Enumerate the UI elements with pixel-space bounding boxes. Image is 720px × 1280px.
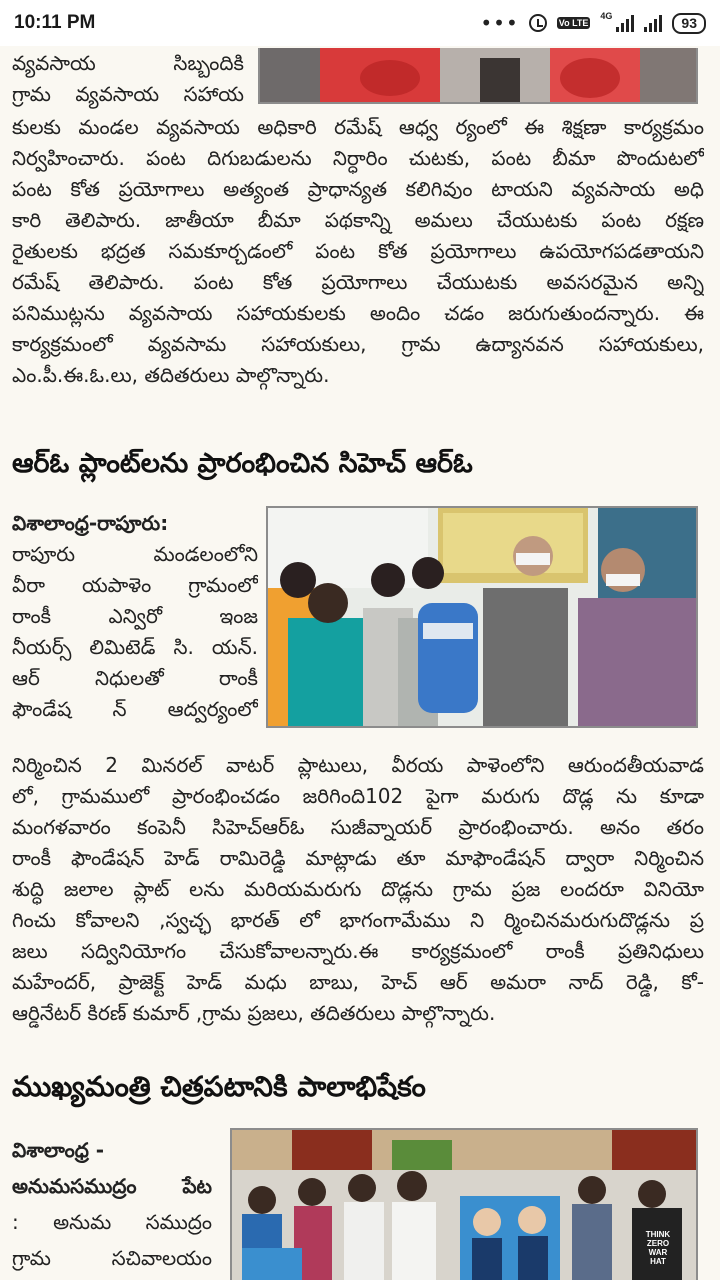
article3-headline: ముఖ్యమంత్రి చిత్రపటానికి పాలాభిషేకం	[12, 1070, 426, 1103]
article2-line: జలు సద్వినియోగం చేసుకోవాలన్నారు.ఈ కార్యక్రమంలో రాంకీ ప్రతినిధులు	[12, 939, 704, 963]
article1-side-text	[12, 48, 244, 110]
signal-icon-sim1	[616, 14, 634, 32]
article3-byline: అనుమసముద్రం పేట	[12, 1174, 212, 1198]
article2-line: రాంకీ ఫౌండేషన్ హెడ్ రామిరెడ్డి మాట్లాడు తూ మాఫౌండేషన్ ద్వారా నిర్మించిన	[12, 846, 704, 870]
network-type-label: 4G	[600, 11, 613, 21]
article3-poster-text	[634, 1230, 682, 1266]
article2-photo	[266, 506, 698, 728]
more-notifications-icon: •••	[480, 11, 519, 35]
article2-line: నిర్మించిన 2 మినరల్ వాటర్ ప్లాటులు, వీరయ పాళెంలోని ఆరుందతీయవాడ	[12, 753, 704, 777]
article2-side-text	[12, 508, 258, 725]
article3-side-text	[12, 1132, 212, 1276]
article2-body	[12, 750, 704, 1029]
article2-side-line: వీరా యపాళెం గ్రామంలో	[12, 573, 258, 597]
status-icons	[480, 11, 706, 35]
article1-side-line: వ్యవసాయ సిబ్బందికి	[12, 51, 244, 75]
article1-line: రైతులకు భద్రత సమకూర్చడంలో పంట కోత ప్రయోగాలు ఉపయోగపడతాయని	[12, 239, 704, 263]
article3-photo-scene	[232, 1130, 696, 1280]
article2-side-line: రాపూరు మండలంలోని	[12, 542, 258, 566]
article2-byline: విశాలాంధ్ర-రాపూరు:	[12, 511, 169, 535]
alarm-icon	[529, 14, 547, 32]
status-time: 10:11 PM	[14, 12, 96, 33]
article1-body	[12, 112, 704, 391]
poster-word: HAT	[650, 1257, 666, 1266]
article3-byline: విశాలాంధ్ర -	[12, 1138, 105, 1162]
article2-side-line: రాంకీ ఎన్విరో ఇంజ	[12, 604, 258, 628]
article1-line: కులకు మండల వ్యవసాయ అధికారి రమేష్ ఆధ్వ ర్యంలో ఈ శిక్షణా కార్యక్రమం	[12, 115, 704, 139]
article1-line: కారి తెలిపారు. జాతీయా బీమా పథకాన్ని అమలు చేయుటకు పంట రక్షణ	[12, 208, 704, 232]
battery-icon: 93	[672, 13, 706, 34]
article1-line: నిర్వహించారు. పంట దిగుబడులను నిర్ధారిం చుటకు, పంట బీమా పొందుటలో	[12, 146, 704, 170]
volte-icon: Vo LTE	[558, 18, 589, 28]
article1-line: ఎం.పీ.ఈ.ఓ.లు, తదితరులు పాల్గొన్నారు.	[12, 363, 330, 387]
article2-line: లో, గ్రామములో ప్రారంభించడం జరిగింది102 పైగా మరుగు దొడ్ల ను కూడా	[12, 784, 704, 808]
poster-word: WAR	[648, 1248, 668, 1257]
article2-headline: ఆర్ఓ ప్లాంట్‌లను ప్రారంభించిన సిహెచ్ ఆర్ఓ	[12, 448, 473, 479]
article2-side-line: ఆర్ నిధులతో రాంకీ	[12, 666, 258, 690]
signal-icon-sim2	[644, 14, 662, 32]
article1-photo-scene	[260, 48, 698, 104]
article2-line: మంగళవారం కంపెనీ సిహెచ్ఆర్ఓ సుజీవ్నాయర్ ప్రారంభించారు. అనం తరం	[12, 815, 704, 839]
article2-line: గించు కోవాలని ,స్వచ్ఛ భారత్ లో భాగంగామేము ని ర్మించినమరుగుదొడ్లను ప్ర	[12, 908, 704, 932]
article2-line: శుద్ధి జలాల ప్లాట్ లను మరియమరుగు దొడ్లను గ్రామ ప్రజ లందరూ వినియో	[12, 877, 704, 901]
newspaper-page	[0, 46, 720, 1280]
article2-side-line: ఫౌండేష న్ ఆద్వర్యంలో	[12, 697, 258, 721]
article2-photo-scene	[268, 508, 696, 726]
poster-word: ZERO	[646, 1239, 670, 1248]
article3-photo	[230, 1128, 698, 1280]
article2-side-line: నీయర్స్ లిమిటెడ్ సి. యన్.	[12, 635, 258, 659]
article1-side-line: గ్రామ వ్యవసాయ సహాయ	[12, 82, 244, 106]
article2-line: ఆర్డినేటర్ కిరణ్ కుమార్ ,గ్రామ ప్రజలు, తదితరులు పాల్గొన్నారు.	[12, 1001, 496, 1025]
article3-side-line: : అనుమ సముద్రం	[12, 1210, 212, 1234]
poster-word: THINK	[645, 1230, 671, 1239]
article1-line: రమేష్ తెలిపారు. పంట కోత ప్రయోగాలు చేయుటకు అవసరమైన అన్ని	[12, 270, 704, 294]
article1-photo	[258, 48, 698, 104]
article1-line: పంట కోత ప్రయోగాలు అత్యంత ప్రాధాన్యత కలిగివుం టాయని వ్యవసాయ అధి	[12, 177, 704, 201]
status-bar	[0, 0, 720, 46]
article2-line: మహేందర్, ప్రాజెక్ట్ హెడ్ మధు బాబు, హెచ్ ఆర్ అమరా నాద్ రెడ్డి, కో-	[12, 970, 704, 994]
article1-line: పనిముట్లను వ్యవసాయ సహాయకులకు అందిం చడం జరుగుతుందన్నారు. ఈ	[12, 301, 704, 325]
article1-line: కార్యక్రమంలో వ్యవసామ సహాయకులు, గ్రామ ఉద్యానవన సహాయకులు,	[12, 332, 704, 356]
article3-side-line: గ్రామ సచివాలయం	[12, 1246, 212, 1270]
